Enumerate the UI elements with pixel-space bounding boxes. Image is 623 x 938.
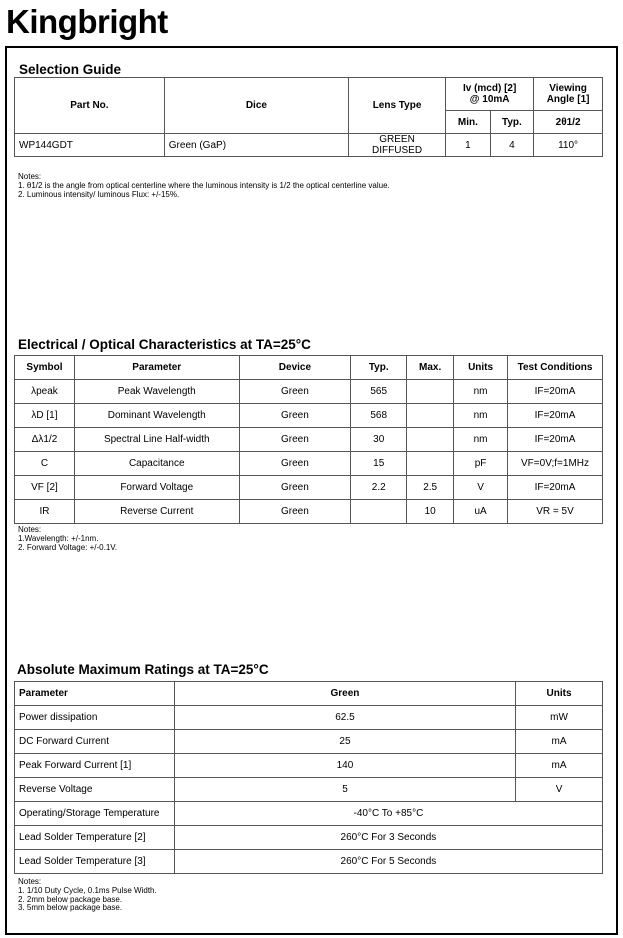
cell-max: 10 (407, 500, 454, 524)
note-line: 1. θ1/2 is the angle from optical centerline where the luminous intensity is 1/2 the optical centerline value. (18, 180, 390, 190)
cell-parameter: Lead Solder Temperature [2] (15, 826, 175, 850)
table-row (15, 500, 603, 524)
cell-max (407, 404, 454, 428)
cell-symbol: λD [1] (15, 404, 75, 428)
cell-symbol: C (15, 452, 75, 476)
header-viewing-angle (534, 78, 603, 111)
cell-units: mA (516, 754, 603, 778)
absolute-notes (18, 878, 157, 913)
note-line: 2. Luminous intensity/ luminous Flux: +/-15%. (18, 189, 180, 199)
cell-parameter: Dominant Wavelength (74, 404, 239, 428)
cell-units: mA (516, 730, 603, 754)
cell-typ: 2.2 (351, 476, 407, 500)
cell-test-conditions: IF=20mA (508, 404, 603, 428)
cell-value: 260°C For 3 Seconds (174, 826, 602, 850)
cell-units: pF (454, 452, 508, 476)
cell-units: V (454, 476, 508, 500)
cell-typ: 30 (351, 428, 407, 452)
cell-typ: 568 (351, 404, 407, 428)
cell-symbol: Δλ1/2 (15, 428, 75, 452)
cell-value: 25 (174, 730, 515, 754)
cell-units: nm (454, 428, 508, 452)
brand-logo: Kingbright (6, 3, 168, 40)
cell-min: 1 (446, 134, 491, 157)
header-green: Green (174, 682, 515, 706)
header-iv-line2: @ 10mA (469, 94, 510, 105)
note-line: Notes: (18, 877, 42, 886)
cell-parameter: Forward Voltage (74, 476, 239, 500)
cell-typ (351, 500, 407, 524)
cell-typ: 4 (490, 134, 534, 157)
header-units: Units (516, 682, 603, 706)
header-view-line2: Angle [1] (546, 94, 590, 105)
header-parameter: Parameter (15, 682, 175, 706)
cell-test-conditions: VF=0V;f=1MHz (508, 452, 603, 476)
cell-units: mW (516, 706, 603, 730)
note-line: 1. 1/10 Duty Cycle, 0.1ms Pulse Width. (18, 885, 157, 895)
table-row (15, 380, 603, 404)
cell-angle: 110° (534, 134, 603, 157)
cell-parameter: Power dissipation (15, 706, 175, 730)
cell-value: 62.5 (174, 706, 515, 730)
cell-max (407, 428, 454, 452)
table-row (15, 428, 603, 452)
table-row (15, 706, 603, 730)
cell-units: nm (454, 404, 508, 428)
table-row (15, 826, 603, 850)
header-units: Units (454, 356, 508, 380)
header-test-conditions: Test Conditions (508, 356, 603, 380)
note-line: Notes: (18, 525, 42, 534)
cell-parameter: DC Forward Current (15, 730, 175, 754)
cell-max: 2.5 (407, 476, 454, 500)
header-typ: Typ. (351, 356, 407, 380)
selection-guide-title: Selection Guide (19, 62, 122, 77)
cell-units: V (516, 778, 603, 802)
cell-value: 5 (174, 778, 515, 802)
cell-parameter: Peak Wavelength (74, 380, 239, 404)
cell-parameter: Spectral Line Half-width (74, 428, 239, 452)
cell-device: Green (239, 380, 351, 404)
selection-notes (18, 173, 390, 199)
cell-device: Green (239, 428, 351, 452)
cell-value: 260°C For 5 Seconds (174, 850, 602, 874)
absolute-ratings-title: Absolute Maximum Ratings at TA=25°C (17, 662, 269, 677)
table-row (15, 850, 603, 874)
cell-test-conditions: IF=20mA (508, 476, 603, 500)
note-line: 3. 5mm below package base. (18, 903, 123, 913)
cell-device: Green (239, 452, 351, 476)
note-line: 2. 2mm below package base. (18, 894, 123, 904)
electrical-title: Electrical / Optical Characteristics at TA=25°C (18, 337, 311, 352)
header-symbol: Symbol (15, 356, 75, 380)
absolute-ratings-table (14, 681, 603, 874)
cell-lens: GREEN DIFFUSED (348, 134, 445, 157)
header-part-no: Part No. (15, 78, 165, 134)
cell-parameter: Operating/Storage Temperature (15, 802, 175, 826)
cell-symbol: λpeak (15, 380, 75, 404)
cell-units: nm (454, 380, 508, 404)
cell-parameter: Reverse Current (74, 500, 239, 524)
header-dice: Dice (164, 78, 348, 134)
selection-guide-table (14, 77, 603, 157)
cell-symbol: VF [2] (15, 476, 75, 500)
cell-parameter: Reverse Voltage (15, 778, 175, 802)
note-line: 2. Forward Voltage: +/-0.1V. (18, 542, 118, 552)
header-device: Device (239, 356, 351, 380)
cell-typ: 15 (351, 452, 407, 476)
electrical-table (14, 355, 603, 524)
table-row (15, 778, 603, 802)
cell-parameter: Lead Solder Temperature [3] (15, 850, 175, 874)
cell-device: Green (239, 404, 351, 428)
header-max: Max. (407, 356, 454, 380)
table-row (15, 802, 603, 826)
cell-value: 140 (174, 754, 515, 778)
table-row (15, 134, 603, 157)
cell-test-conditions: IF=20mA (508, 380, 603, 404)
table-row (15, 476, 603, 500)
table-row (15, 404, 603, 428)
header-view-line1: Viewing (549, 83, 587, 94)
header-min: Min. (446, 111, 491, 134)
note-line: Notes: (18, 172, 42, 181)
cell-max (407, 452, 454, 476)
header-iv (446, 78, 534, 111)
cell-device: Green (239, 476, 351, 500)
header-lens-type: Lens Type (348, 78, 445, 134)
table-row (15, 452, 603, 476)
cell-test-conditions: VR = 5V (508, 500, 603, 524)
cell-value: -40°C To +85°C (174, 802, 602, 826)
cell-units: uA (454, 500, 508, 524)
table-row (15, 754, 603, 778)
header-iv-line1: Iv (mcd) [2] (462, 83, 517, 94)
cell-test-conditions: IF=20mA (508, 428, 603, 452)
table-row (15, 730, 603, 754)
header-typ: Typ. (490, 111, 534, 134)
cell-parameter: Peak Forward Current [1] (15, 754, 175, 778)
cell-dice: Green (GaP) (164, 134, 348, 157)
header-parameter: Parameter (74, 356, 239, 380)
cell-max (407, 380, 454, 404)
cell-parameter: Capacitance (74, 452, 239, 476)
cell-part-no: WP144GDT (15, 134, 165, 157)
note-line: 1.Wavelength: +/-1nm. (18, 533, 99, 543)
electrical-notes (18, 526, 117, 552)
header-angle: 2θ1/2 (534, 111, 603, 134)
cell-symbol: IR (15, 500, 75, 524)
cell-device: Green (239, 500, 351, 524)
cell-typ: 565 (351, 380, 407, 404)
